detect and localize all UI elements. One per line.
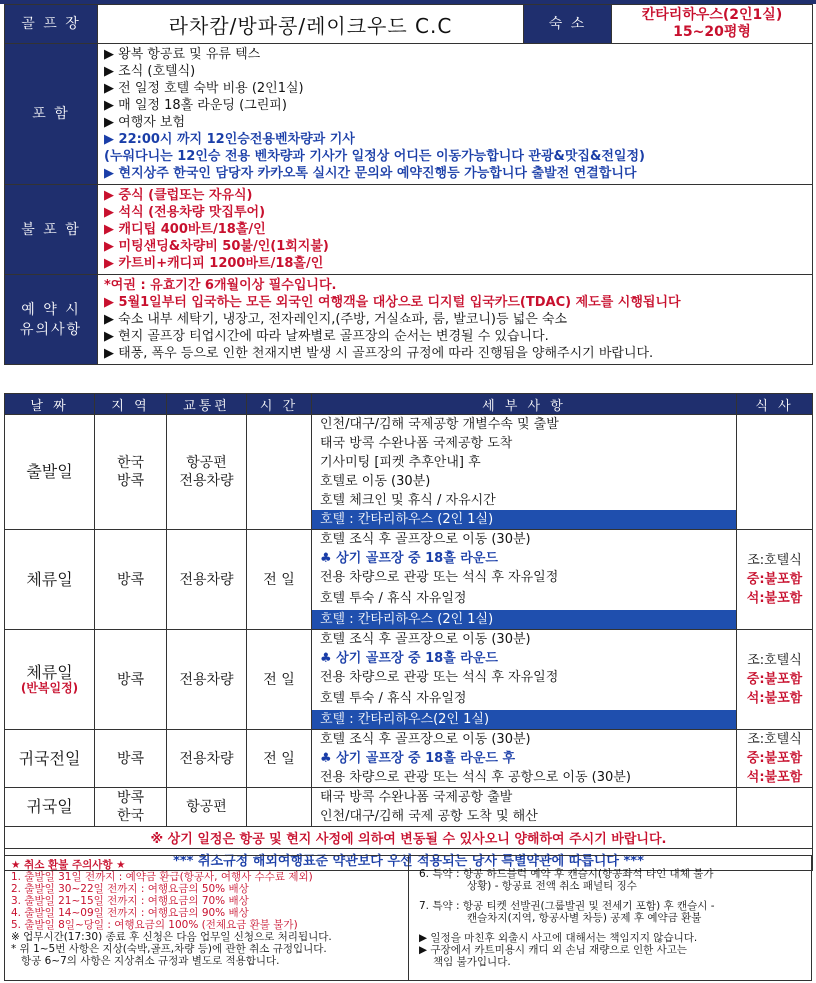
include-item: ▶ 22:00시 까지 12인승전용벤차량과 기사: [104, 132, 355, 147]
hotel-bar: 호텔 : 칸타리하우스 (2인 1실): [312, 610, 736, 629]
refund-rules: [5, 856, 409, 980]
row-time: 전 일: [247, 530, 312, 630]
row-day: 체류일: [5, 530, 95, 630]
row-details: [312, 415, 737, 530]
refund-item: 2. 출발일 30~22일 전까지 : 여행요금의 50% 배상: [11, 883, 249, 895]
note-item: ▶ 태풍, 폭우 등으로 인한 천재지변 발생 시 골프장의 규정에 따라 진행됨을 양해주시기 바랍니다.: [104, 346, 654, 361]
detail-line: 호텔 체크인 및 휴식 / 자유시간: [320, 493, 496, 508]
row-transport: 전용차량: [167, 530, 247, 630]
detail-line: 호텔 조식 후 골프장으로 이동 (30분): [320, 632, 531, 647]
row-transport: 항공편 전용차량: [167, 415, 247, 530]
hotel-bar: 호텔 : 칸타리하우스 (2인 1실): [312, 510, 736, 529]
special-term: 6. 특약 : 항공 하드블럭 예약 후 캔슬시(항공좌석 타인 대체 불가: [419, 868, 714, 880]
include-label: 포 함: [5, 44, 98, 185]
refund-title: ★ 취소 환불 주의사항 ★: [11, 859, 126, 871]
row-region: 방콕 한국: [95, 788, 167, 827]
include-item: ▶ 조식 (호텔식): [104, 64, 196, 79]
schedule-header: [5, 394, 813, 415]
row-day: 귀국전일: [5, 730, 95, 788]
header-details: 세 부 사 항: [312, 394, 737, 415]
notes-label: 예 약 시 유의사항: [5, 275, 98, 365]
refund-note: 항공 6~7의 사항은 지상취소 규정과 별도로 적용합니다.: [21, 955, 280, 967]
row-day: 귀국일: [5, 788, 95, 827]
detail-line: 전용 차량으로 관광 또는 석식 후 공항으로 이동 (30분): [320, 770, 631, 785]
include-item: ▶ 여행자 보험: [104, 115, 186, 130]
detail-line: 호텔 투숙 / 휴식 자유일정: [320, 591, 467, 606]
row-meal: [737, 788, 813, 827]
note-item: ▶ 5월1일부터 입국하는 모든 외국인 여행객을 대상으로 디지털 입국카드(TDAC) 제도를 시행됩니다: [104, 295, 681, 310]
lodging-label: 숙 소: [524, 5, 612, 44]
row-region: 한국 방콕: [95, 415, 167, 530]
header-date: 날 짜: [5, 394, 95, 415]
club-icon-line: ♣ 상기 골프장 중 18홀 라운드: [320, 651, 498, 666]
note-item: ▶ 현지 골프장 티업시간에 따라 날짜별로 골프장의 순서는 변경될 수 있습니다.: [104, 329, 549, 344]
row-details: [312, 530, 737, 630]
header-time: 시 간: [247, 394, 312, 415]
header-transport: 교통편: [167, 394, 247, 415]
exclude-item: ▶ 미팅샌딩&차량비 50불/인(1회지불): [104, 239, 329, 254]
include-item: ▶ 현지상주 한국인 담당자 카카오톡 실시간 문의와 예약진행등 가능합니다 출발전 연결합니다: [104, 166, 637, 181]
schedule-row: [5, 788, 813, 827]
detail-line: 호텔 조식 후 골프장으로 이동 (30분): [320, 532, 531, 547]
row-day: 체류일 (반복일정): [5, 630, 95, 730]
cancel-policy-notice: *** 취소규정 해외여행표준 약관보다 우선 적용되는 당사 특별약관에 따릅니다 ***: [5, 849, 813, 871]
refund-item: 3. 출발일 21~15일 전까지 : 여행요금의 70% 배상: [11, 895, 249, 907]
row-details: [312, 730, 737, 788]
special-term: 상황) - 항공료 전액 취소 패널티 징수: [467, 880, 637, 892]
refund-note: * 위 1~5번 사항은 지상(숙박,골프,차량 등)에 관한 취소 규정입니다.: [11, 943, 327, 955]
refund-item: 5. 출발일 8일~당일 : 여행요금의 100% (전체요금 환불 불가): [11, 919, 298, 931]
course-label: 골 프 장: [5, 5, 98, 44]
lodging-line-2: 15~20평형: [673, 24, 751, 40]
row-region: 방콕: [95, 530, 167, 630]
note-item: ▶ 숙소 내부 세탁기, 냉장고, 전자레인지,(주방, 거실쇼파, 룸, 발코니)등 넓은 숙소: [104, 312, 567, 327]
detail-line: 태국 방콕 수완나폼 국제공항 출발: [320, 790, 513, 805]
refund-note: ※ 업무시간(17:30) 종료 후 신청은 다음 업무일 신청으로 처리됩니다.: [11, 931, 332, 943]
cancellation-section: [4, 855, 812, 981]
row-time: 전 일: [247, 730, 312, 788]
detail-line: 호텔 투숙 / 휴식 자유일정: [320, 691, 467, 706]
info-table: [4, 4, 813, 365]
include-item: ▶ 전 일정 호텔 숙박 비용 (2인1실): [104, 81, 304, 96]
exclude-label: 불 포 함: [5, 185, 98, 275]
schedule-row: [5, 730, 813, 788]
detail-line: 기사미팅 [피켓 추후안내] 후: [320, 455, 481, 470]
detail-line: 호텔 조식 후 골프장으로 이동 (30분): [320, 732, 531, 747]
schedule-change-notice: ※ 상기 일정은 항공 및 현지 사정에 의하여 변동될 수 있사오니 양해하여 주시기 바랍니다.: [5, 827, 813, 849]
hotel-bar: 호텔 : 칸타리하우스(2인 1실): [312, 710, 736, 729]
lodging-value: [612, 5, 813, 44]
special-term: 7. 특약 : 항공 티켓 선발권(그룹발권 및 전세기 포함) 후 캔슬시 -: [419, 900, 715, 912]
row-time: [247, 415, 312, 530]
detail-line: 호텔로 이동 (30분): [320, 474, 431, 489]
detail-line: 전용 차량으로 관광 또는 석식 후 자유일정: [320, 570, 559, 585]
detail-line: 태국 방콕 수완나폼 국제공항 도착: [320, 436, 513, 451]
row-time: 전 일: [247, 630, 312, 730]
row-meal: 조:호텔식 중:불포함 석:불포함: [737, 730, 813, 788]
exclude-item: ▶ 카트비+캐디피 1200바트/18홀/인: [104, 256, 324, 271]
schedule-row: [5, 630, 813, 730]
exclude-item: ▶ 석식 (전용차량 맛집투어): [104, 205, 266, 220]
row-transport: 전용차량: [167, 730, 247, 788]
row-meal: 조:호텔식 중:불포함 석:불포함: [737, 530, 813, 630]
special-terms: [409, 856, 811, 980]
include-list: [98, 44, 813, 185]
refund-item: 1. 출발일 31일 전까지 : 예약금 환급(항공사, 여행사 수수료 제외): [11, 871, 313, 883]
exclude-item: ▶ 캐디팁 400바트/18홀/인: [104, 222, 266, 237]
row-meal: 조:호텔식 중:불포함 석:불포함: [737, 630, 813, 730]
refund-item: 4. 출발일 14~09일 전까지 : 여행요금의 90% 배상: [11, 907, 249, 919]
special-term: ▶ 일정을 마친후 외출시 사고에 대해서는 책임지지 않습니다.: [419, 932, 698, 944]
schedule-row: [5, 530, 813, 630]
repeat-badge: (반복일정): [20, 681, 79, 695]
special-term: 캔슬차지(지역, 항공사별 차등) 공제 후 예약금 환불: [467, 912, 702, 924]
include-item: (누워다니는 12인승 전용 벤차량과 기사가 일정상 어디든 이동가능합니다 관광&맛집&전일정): [104, 149, 645, 164]
row-meal: [737, 415, 813, 530]
header-meal: 식 사: [737, 394, 813, 415]
row-transport: 전용차량: [167, 630, 247, 730]
note-item: *여권 : 유효기간 6개월이상 필수입니다.: [104, 278, 337, 293]
course-name: 라차캄/방파콩/레이크우드 C.C: [98, 5, 524, 44]
schedule-row: [5, 415, 813, 530]
detail-line: 인천/대구/김해 국제공항 개별수속 및 출발: [320, 417, 559, 432]
row-region: 방콕: [95, 730, 167, 788]
notes-list: [98, 275, 813, 365]
schedule-table: [4, 393, 813, 871]
special-term: ▶ 구장에서 카트미용시 캐디 외 손님 재량으로 인한 사고는: [419, 944, 688, 956]
special-term: 책임 불가입니다.: [433, 956, 511, 968]
row-transport: 항공편: [167, 788, 247, 827]
row-time: [247, 788, 312, 827]
detail-line: 전용 차량으로 관광 또는 석식 후 자유일정: [320, 670, 559, 685]
include-item: ▶ 매 일정 18홀 라운딩 (그린피): [104, 98, 287, 113]
header-region: 지 역: [95, 394, 167, 415]
include-item: ▶ 왕복 항공료 및 유류 텍스: [104, 47, 261, 62]
club-icon-line: ♣ 상기 골프장 중 18홀 라운드 후: [320, 751, 516, 766]
row-day: 출발일: [5, 415, 95, 530]
exclude-item: ▶ 중식 (클럽또는 자유식): [104, 188, 253, 203]
row-details: [312, 630, 737, 730]
detail-line: 인천/대구/김해 국제 공항 도착 및 해산: [320, 809, 538, 824]
lodging-line-1: 칸타리하우스(2인1실): [641, 7, 783, 23]
exclude-list: [98, 185, 813, 275]
row-details: [312, 788, 737, 827]
row-region: 방콕: [95, 630, 167, 730]
club-icon-line: ♣ 상기 골프장 중 18홀 라운드: [320, 551, 498, 566]
